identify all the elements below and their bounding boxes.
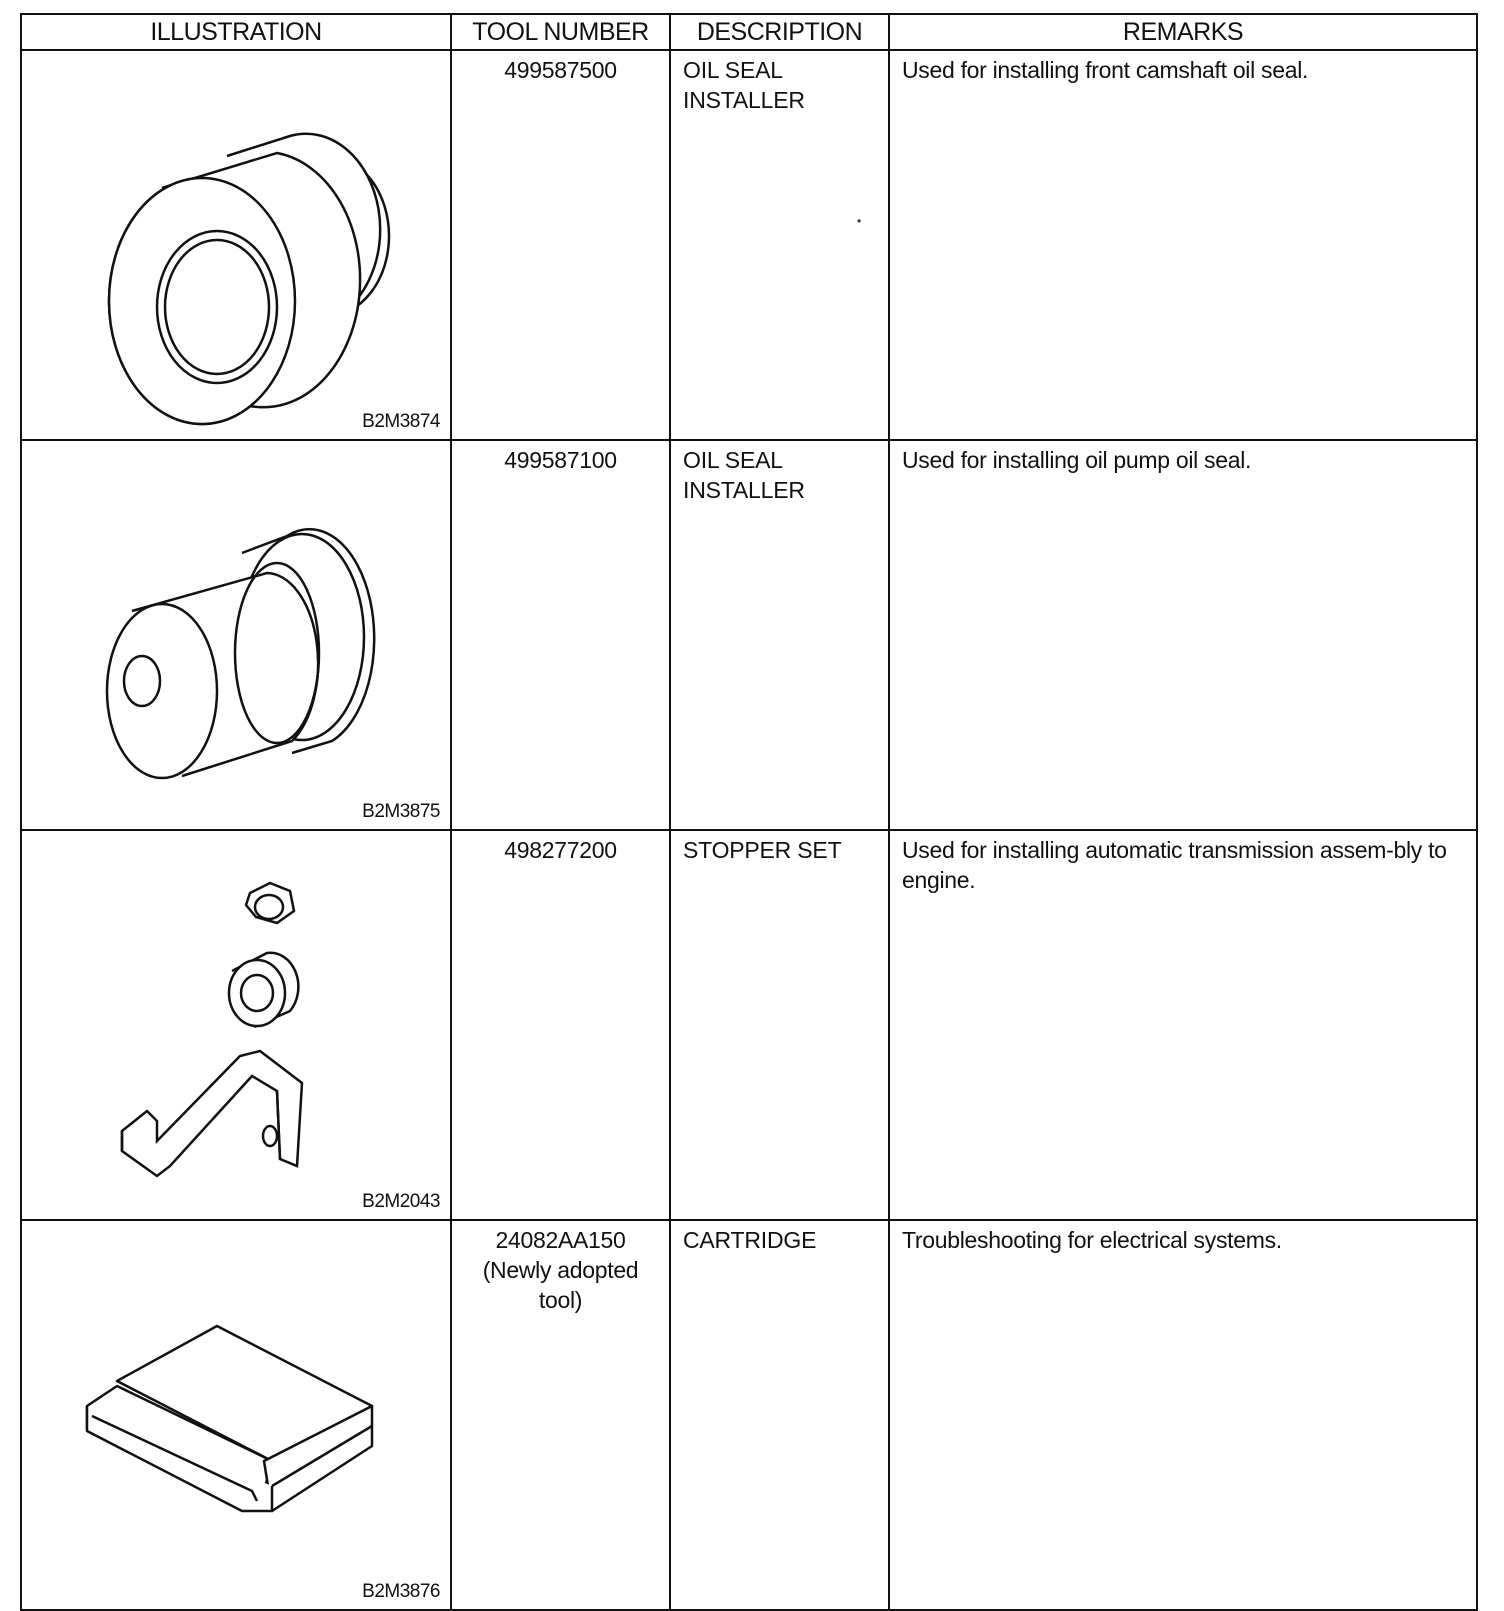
remarks-cell xyxy=(889,50,1477,440)
stopper-set-icon xyxy=(22,831,452,1215)
remarks-cell xyxy=(889,440,1477,830)
tool-number-cell xyxy=(451,440,670,830)
special-tools-table xyxy=(20,13,1478,1611)
illustration-code: B2M3875 xyxy=(362,801,440,822)
description: CARTRIDGE xyxy=(683,1227,817,1253)
oil-seal-installer-camshaft-icon xyxy=(22,51,452,435)
illustration-cell xyxy=(21,830,451,1220)
header-illustration: ILLUSTRATION xyxy=(21,14,451,50)
description: OIL SEAL INSTALLER xyxy=(683,447,805,503)
remarks: Used for installing front camshaft oil seal. xyxy=(902,57,1309,83)
table-row xyxy=(21,1220,1477,1610)
remarks: Used for installing oil pump oil seal. xyxy=(902,447,1252,473)
header-tool-number: TOOL NUMBER xyxy=(451,14,670,50)
illustration-code: B2M3876 xyxy=(362,1581,440,1602)
tool-number: 498277200 xyxy=(504,837,617,863)
scan-speck: • xyxy=(857,214,862,228)
illustration-cell xyxy=(21,440,451,830)
tool-number: 499587500 xyxy=(504,57,617,83)
table-row xyxy=(21,50,1477,440)
remarks: Used for installing automatic transmission assem-bly to engine. xyxy=(902,837,1447,893)
description-cell xyxy=(670,440,889,830)
remarks-cell xyxy=(889,1220,1477,1610)
illustration-code: B2M3874 xyxy=(362,411,440,432)
illustration-code: B2M2043 xyxy=(362,1191,440,1212)
illustration-cell xyxy=(21,50,451,440)
description: STOPPER SET xyxy=(683,837,842,863)
illustration-cell xyxy=(21,1220,451,1610)
header-remarks: REMARKS xyxy=(889,14,1477,50)
tool-number: 24082AA150 xyxy=(495,1227,626,1253)
header-description: DESCRIPTION xyxy=(670,14,889,50)
tool-number: 499587100 xyxy=(504,447,617,473)
tool-note: (Newly adopted tool) xyxy=(482,1257,639,1313)
table-row xyxy=(21,830,1477,1220)
description: OIL SEAL INSTALLER xyxy=(683,57,805,113)
tool-number-cell xyxy=(451,1220,670,1610)
tool-number-cell xyxy=(451,830,670,1220)
tool-number-cell xyxy=(451,50,670,440)
header-row xyxy=(21,14,1477,50)
description-cell xyxy=(670,830,889,1220)
description-cell xyxy=(670,1220,889,1610)
cartridge-icon xyxy=(22,1221,452,1605)
remarks-cell xyxy=(889,830,1477,1220)
remarks: Troubleshooting for electrical systems. xyxy=(902,1227,1282,1253)
oil-seal-installer-oil-pump-icon xyxy=(22,441,452,825)
table-row xyxy=(21,440,1477,830)
description-cell xyxy=(670,50,889,440)
